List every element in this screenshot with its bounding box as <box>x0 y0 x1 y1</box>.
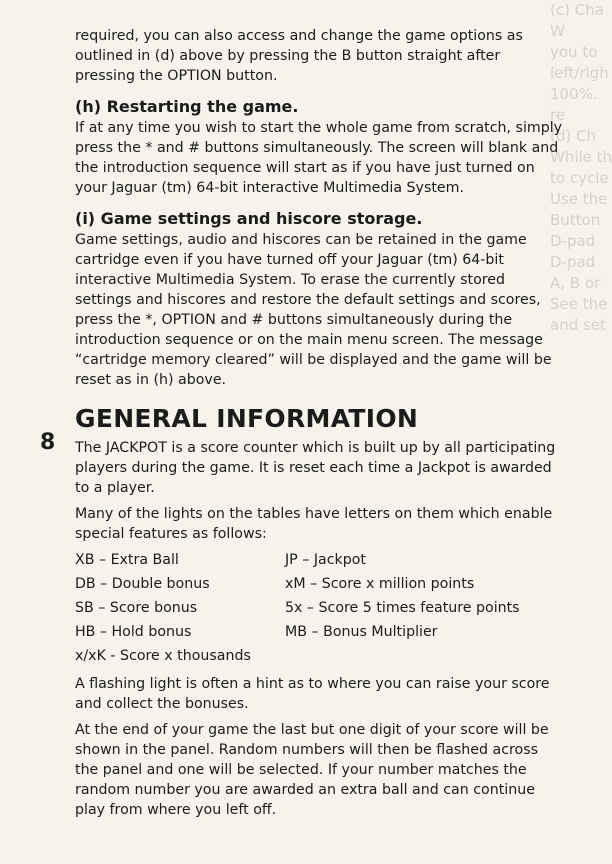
lights-paragraph: Many of the lights on the tables have letters on them which enable special features as follows: <box>75 506 553 542</box>
feature-cell: xM – Score x million points <box>285 576 475 592</box>
section-h-heading: (h) Restarting the game. <box>75 97 299 116</box>
feature-cell: DB – Double bonus <box>75 576 210 592</box>
feature-cell: JP – Jackpot <box>285 552 366 568</box>
feature-cell: SB – Score bonus <box>75 600 198 616</box>
table-row <box>75 574 545 598</box>
features-table <box>75 550 545 670</box>
flashing-paragraph: A flashing light is often a hint as to where you can raise your score and collect the bonuses. <box>75 676 550 712</box>
feature-cell: MB – Bonus Multiplier <box>285 624 438 640</box>
table-row <box>75 622 545 646</box>
table-row <box>75 550 545 574</box>
feature-cell: HB – Hold bonus <box>75 624 192 640</box>
feature-cell: XB – Extra Ball <box>75 552 179 568</box>
page-number: 8 <box>40 430 56 455</box>
intro-paragraph: required, you can also access and change the game options as outlined in (d) above by pressing the B button straight after pressing the OPTION button. <box>75 28 523 84</box>
jackpot-paragraph: The JACKPOT is a score counter which is built up by all participating players during the game. It is reset each time a Jackpot is awarded to a player. <box>75 440 556 496</box>
feature-cell <box>285 646 545 670</box>
section-h-body: If at any time you wish to start the whole game from scratch, simply press the * and # buttons simultaneously. The screen will blank and the introduction sequence will start as if you have just turned on your Jaguar (tm) 64-bit interactive Multimedia System. <box>75 120 563 196</box>
end-paragraph: At the end of your game the last but one digit of your score will be shown in the panel. Random numbers will then be flashed across the panel and one will be selected. If your number matches the random number you are awarded an extra ball and can continue play from where you left off. <box>75 722 549 818</box>
manual-page <box>75 26 563 826</box>
bleed-through-text: (c) Cha W you to left/righ 100%. re (d) Ch While th to cycle Use the Button D-pad D-pad A, B or See the and set <box>550 1 612 334</box>
feature-cell: 5x – Score 5 times feature points <box>285 600 520 616</box>
feature-cell: x/xK - Score x thousands <box>75 648 251 664</box>
table-row <box>75 646 545 670</box>
section-i-body: Game settings, audio and hiscores can be retained in the game cartridge even if you have turned off your Jaguar (tm) 64-bit interactive Multimedia System. To erase the currently stored settings and hiscores and restore the default settings and scores, press the *, OPTION and # buttons simultaneously during the introduction sequence or on the main menu screen. The message “cartridge memory cleared” will be displayed and the game will be reset as in (h) above. <box>75 232 552 388</box>
general-information-heading: GENERAL INFORMATION <box>75 404 419 433</box>
table-row <box>75 598 545 622</box>
section-i-heading: (i) Game settings and hiscore storage. <box>75 209 423 228</box>
